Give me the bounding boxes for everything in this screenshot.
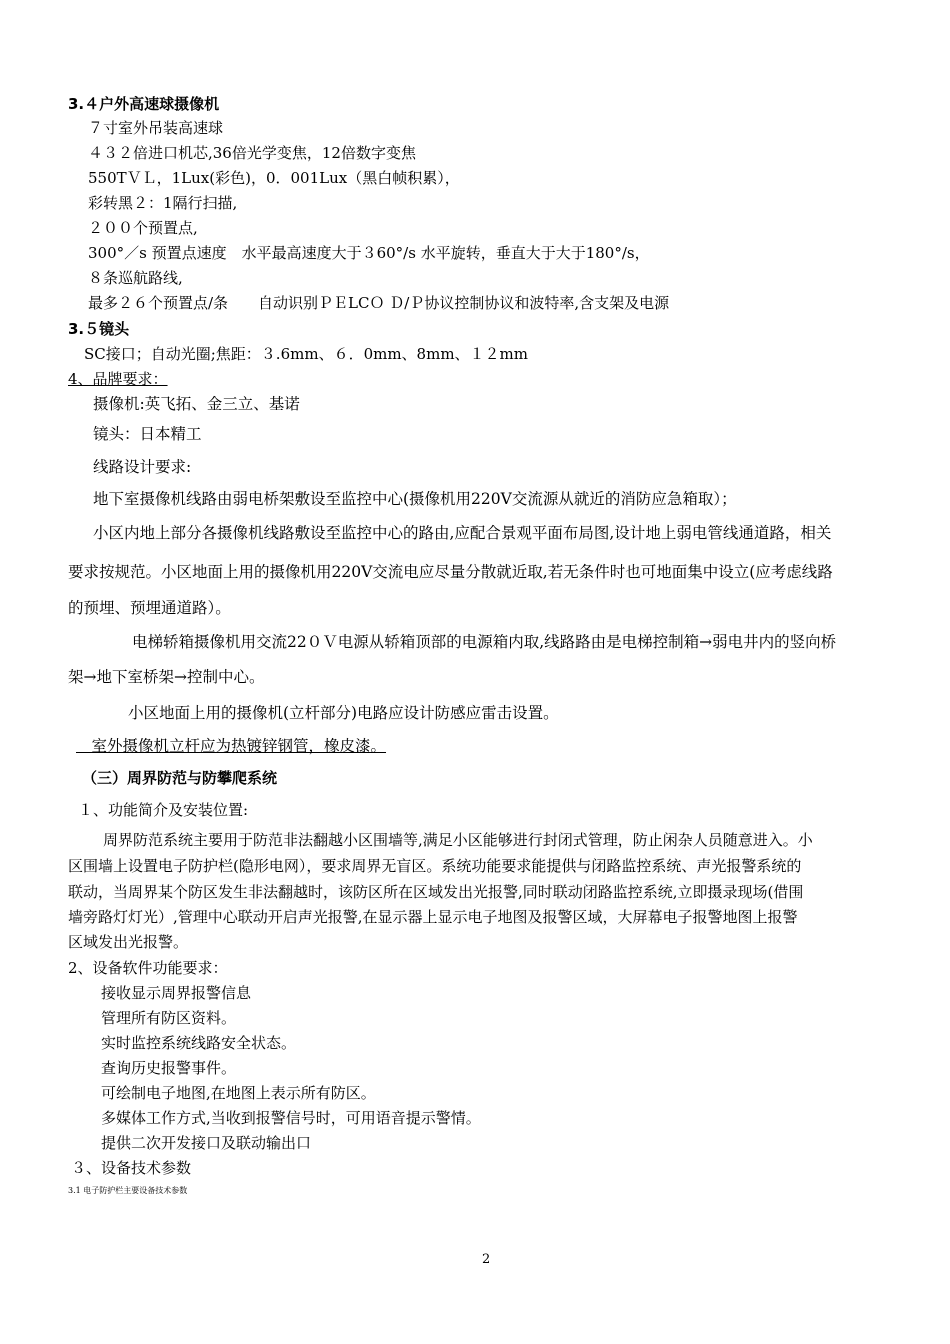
text-line: 提供二次开发接口及联动输出口 xyxy=(101,1134,312,1152)
text-line: 区围墙上设置电子防护栏(隐形电网），要求周界无盲区。系统功能要求能提供与闭路监控系统、声光报警系统的 xyxy=(68,857,802,875)
text-line: 接收显示周界报警信息 xyxy=(101,984,252,1002)
text-line: 管理所有防区资料。 xyxy=(101,1009,237,1027)
text-line: 小区内地上部分各摄像机线路敷设至监控中心的路由,应配合景观平面布局图,设计地上弱电管线通道路，相关 xyxy=(93,524,832,542)
text-line: 多媒体工作方式,当收到报警信号时，可用语音提示警情。 xyxy=(101,1109,481,1127)
text-line: 周界防范系统主要用于防范非法翻越小区围墙等,满足小区能够进行封闭式管理，防止闲杂人员随意进入。小 xyxy=(103,831,813,849)
text-line: 彩转黑２：1隔行扫描, xyxy=(88,194,238,212)
text-line: 查询历史报警事件。 xyxy=(101,1059,237,1077)
text-line: ８条巡航路线, xyxy=(88,269,183,287)
text-line: 2、设备软件功能要求： xyxy=(68,959,228,977)
text-line: SC接口；自动光圈;焦距：３.6mm、６．0mm、8mm、１２mm xyxy=(84,345,528,363)
text-line: 线路设计要求: xyxy=(93,458,192,476)
text-line: ３、设备技术参数 xyxy=(71,1159,192,1177)
section-heading: （三）周界防范与防攀爬系统 xyxy=(82,769,278,787)
text-line: 墙旁路灯灯光）,管理中心联动开启声光报警,在显示器上显示电子地图及报警区域，大屏幕电子报警地图上报警 xyxy=(68,908,798,926)
text-line: 联动，当周界某个防区发生非法翻越时，该防区所在区域发出光报警,同时联动闭路监控系统,立即摄录现场(借围 xyxy=(68,883,804,901)
text-line: 的预埋、预埋通道路）。 xyxy=(68,599,231,617)
text-line: 要求按规范。小区地面上用的摄像机用220V交流电应尽量分散就近取,若无条件时也可地面集中设立(应考虑线路 xyxy=(68,563,833,581)
text-line: 架→地下室桥架→控制中心。 xyxy=(68,668,265,686)
text-line: 最多２６个预置点/条 自动识别ＰＥLCＯ Ｄ/Ｐ协议控制协议和波特率,含支架及电源 xyxy=(88,294,670,312)
page-number: 2 xyxy=(482,1252,491,1267)
text-line: 电梯轿箱摄像机用交流22０Ｖ电源从轿箱顶部的电源箱内取,线路路由是电梯控制箱→弱电井内的竖向桥 xyxy=(132,633,837,651)
text-line: 室外摄像机立杆应为热镀锌钢管，橡皮漆。 xyxy=(76,737,387,755)
text-line: 地下室摄像机线路由弱电桥架敷设至监控中心(摄像机用220V交流源从就近的消防应急箱取）； xyxy=(93,490,737,508)
text-line: 镜头：日本精工 xyxy=(93,425,202,443)
section-heading: 4、品牌要求： xyxy=(68,370,168,388)
text-line: １、功能简介及安装位置: xyxy=(78,801,249,819)
text-line: 实时监控系统线路安全状态。 xyxy=(101,1034,297,1052)
caption-line: 3.1 电子防护栏主要设备技术参数 xyxy=(68,1186,188,1195)
section-heading: 3.５镜头 xyxy=(68,320,130,338)
text-line: 区域发出光报警。 xyxy=(68,933,189,951)
text-line: ４３２倍进口机芯,36倍光学变焦，12倍数字变焦 xyxy=(88,144,416,162)
text-line: ２００个预置点, xyxy=(88,219,198,237)
section-heading: 3.４户外高速球摄像机 xyxy=(68,95,220,113)
text-line: 可绘制电子地图,在地图上表示所有防区。 xyxy=(101,1084,376,1102)
text-line: 300°／s 预置点速度 水平最高速度大于３60°/s 水平旋转，垂直大于大于180°/s， xyxy=(88,244,650,262)
text-line: ７寸室外吊装高速球 xyxy=(88,119,224,137)
text-line: 摄像机:英飞拓、金三立、基诺 xyxy=(93,395,300,413)
text-line: 550TＶＬ，1Lux(彩色)，0．001Lux（黑白帧积累）， xyxy=(88,169,460,187)
text-line: 小区地面上用的摄像机(立杆部分)电路应设计防感应雷击设置。 xyxy=(128,704,559,722)
